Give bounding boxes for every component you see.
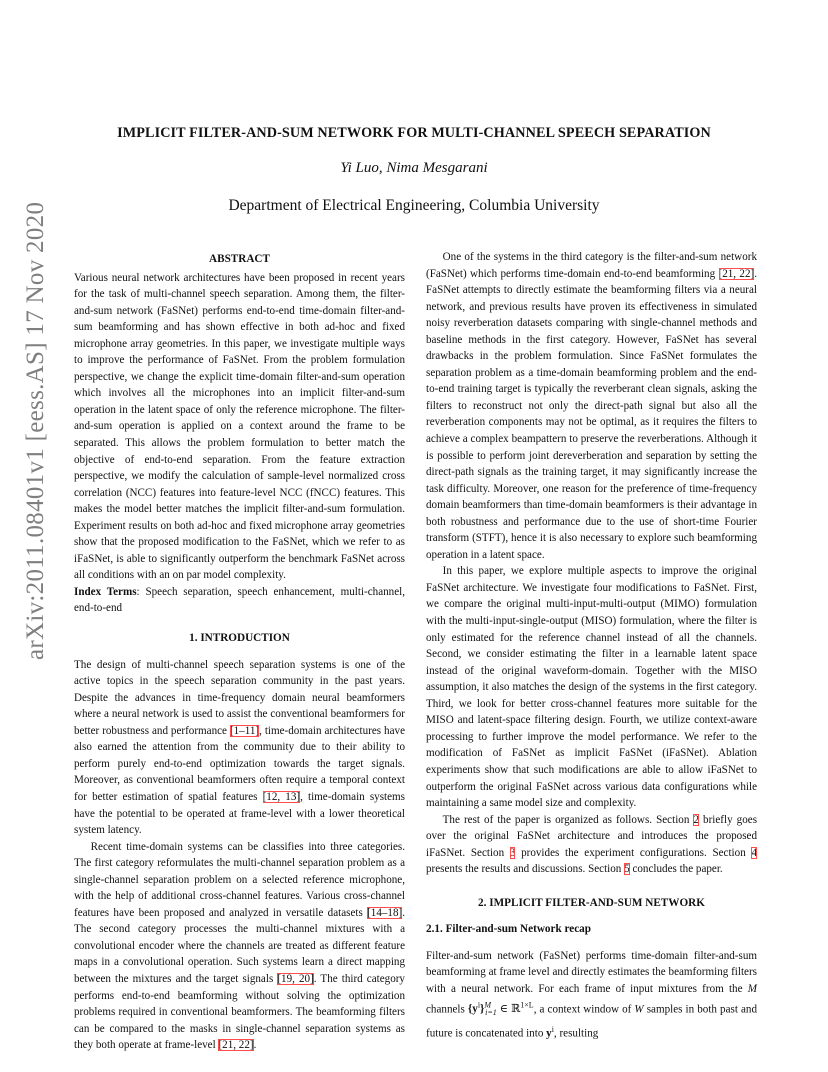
math-y-sup: i xyxy=(551,1024,554,1034)
math-sup-i: i xyxy=(477,1000,481,1010)
math-set-close: } xyxy=(480,1003,485,1016)
math-sup-m: M xyxy=(484,1000,492,1010)
abstract-body: Various neural network architectures have been proposed in recent years for the task of multi-channel speech separation. Among them, the filter-and-sum network (FaSNet) performs end-to-end time-domain filter-and-sum beamforming and has shown effective in both ad-hoc and fixed microphone array geometries. In this paper, we investigate multiple ways to improve the performance of FaSNet. From the problem formulation perspective, we change the explicit time-domain filter-and-sum operation which involves all the microphones into an implicit filter-and-sum operation in the latent space of only the reference microphone. The filter-and-sum operation is applied on a context around the frame to be separated. This allows the problem formulation to better match the objective of end-to-end separation. From the feature extraction perspective, we modify the calculation of sample-level normalized cross correlation (NCC) features into feature-level NCC (fNCC) features. This makes the model better matches the implicit filter-and-sum formulation. Experiment results on both ad-hoc and fixed microphone array geometries show that the proposed modification to the FaSNet, which we refer to as iFaSNet, is able to significantly outperform the benchmark FaSNet across all conditions with an on par model complexity. xyxy=(74,271,405,582)
right-paragraph-4 xyxy=(426,948,757,1042)
index-terms-label: Index Terms xyxy=(74,585,137,598)
math-w: W xyxy=(634,1003,644,1016)
math-sub-i1: i=1 xyxy=(485,1008,497,1018)
right-p4-text-c: , a context window of xyxy=(533,1003,635,1016)
right-column xyxy=(426,249,757,1042)
intro-p2-text-d: . xyxy=(253,1039,257,1052)
citation-link[interactable]: [14–18] xyxy=(367,906,403,919)
right-paragraph-3 xyxy=(426,812,757,878)
subsection-2-1-heading: 2.1. Filter-and-sum Network recap xyxy=(426,923,591,936)
right-p4-text-e: , resulting xyxy=(553,1027,599,1040)
citation-link[interactable]: [21, 22] xyxy=(218,1039,254,1052)
right-p3-text-b: briefly goes over the original FaSNet architecture and introduces the proposed iFaSNet. Section xyxy=(426,813,758,859)
intro-p2-text-c: . The third category performs end-to-end beamforming without solving the optimization problems required in conventional beamformers. The beamforming filters can be compared to the masks in single-channel separation systems as they both operate at frame-level xyxy=(74,972,405,1052)
right-p1-text-a: One of the systems in the third category is the filter-and-sum network (FaSNet) which performs time-domain end-to-end beamforming xyxy=(426,251,757,280)
intro-p2-text-a: Recent time-domain systems can be classifies into three categories. The first category reformulates the multi-channel separation problem as a single-channel separation problem on a selected reference microphone, with the help of additional cross-channel features. Various cross-channel features have been proposed and analyzed in versatile datasets xyxy=(74,840,405,919)
paper-affiliation: Department of Electrical Engineering, Columbia University xyxy=(228,197,600,214)
right-p3-text-e: concludes the paper. xyxy=(629,863,723,876)
intro-p1-text-b: , time-domain architectures have also earned the attention from the community due to their ability to perform purely end-to-end optimization towards the target signals. Moreover, as conventional beamformers often require a temporal context for better estimation of spatial features xyxy=(74,724,406,803)
citation-link[interactable]: [1–11] xyxy=(229,724,260,737)
intro-heading: 1. INTRODUCTION xyxy=(189,632,290,645)
right-p3-text-a: The rest of the paper is organized as follows. Section xyxy=(442,813,694,826)
math-m: M xyxy=(747,982,757,995)
right-p3-text-d: presents the results and discussions. Section xyxy=(426,863,625,876)
abstract-heading: ABSTRACT xyxy=(209,253,270,265)
math-set-open: {y xyxy=(467,1003,478,1016)
index-terms-text: : Speech separation, speech enhancement, multi-channel, end-to-end xyxy=(74,585,405,615)
paper-title: IMPLICIT FILTER-AND-SUM NETWORK FOR MULTI-CHANNEL SPEECH SEPARATION xyxy=(117,125,711,141)
right-p1-text-b: . FaSNet attempts to directly estimate the beamforming filters via a neural network, and previous results have proven its effectiveness in simulated noisy reverberation datasets comparing with single-channel methods and baseline methods in the first category. However, FaSNet has several drawbacks in the problem formulation. Since FaSNet formulates the separation problem as a time-domain beamforming problem and the end-to-end training target is typically the reverberant clean signals, asking the filters to reconstruct not only the direct-path signal but also all the reverberation components may not be optimal, as it requires the filters to achieve a complex beampattern to preserve the reverberations. Although it is possible to perform joint dereverberation and separation by setting the direct-path signals as the training target, it may significantly increase the task difficulty. Moreover, one reason for the preference of time-frequency domain beamformers than time-domain beamformers is their advantage in both robustness and performance due to the use of short-time Fourier transform (STFT), hence it is also necessary to explore such beamforming operation in a latent space. xyxy=(426,267,757,561)
citation-link[interactable]: [19, 20] xyxy=(277,972,314,985)
right-p4-text-b: channels xyxy=(426,1003,468,1016)
intro-p1-text-c: , time-domain systems have the potential to be operated at frame-level with a lower theoretical system latency. xyxy=(74,790,405,837)
right-p3-text-c: provides the experiment configurations. Section xyxy=(515,846,752,859)
section-2-heading: 2. IMPLICIT FILTER-AND-SUM NETWORK xyxy=(478,896,705,909)
arxiv-stamp: arXiv:2011.08401v1 [eess.AS] 17 Nov 2020 xyxy=(22,201,49,660)
intro-paragraph-2 xyxy=(74,839,405,1054)
right-paragraph-1 xyxy=(426,249,757,563)
paper-authors: Yi Luo, Nima Mesgarani xyxy=(340,160,488,176)
intro-paragraph-1 xyxy=(74,657,405,839)
math-in-reals: ∈ ℝ xyxy=(496,1003,521,1016)
index-terms xyxy=(74,584,405,617)
math-channel-set xyxy=(467,1000,534,1018)
section-ref-link[interactable]: 2 xyxy=(693,813,699,826)
section-ref-link[interactable]: 3 xyxy=(509,846,516,859)
math-dim: 1×L xyxy=(520,1000,534,1010)
citation-link[interactable]: [12, 13] xyxy=(262,790,301,803)
intro-p2-text-b: . The second category processes the multi-channel mixtures with a convolutional encoder where the channels are treated as different feature maps in a convolutional operation. Such systems learn a direct mapping between the mixtures and the target signals xyxy=(74,906,405,985)
section-ref-link[interactable]: 4 xyxy=(751,846,757,859)
left-column xyxy=(74,251,405,1054)
right-p4-text-a: Filter-and-sum network (FaSNet) performs time-domain filter-and-sum beamforming at frame level and directly estimates the beamforming filters with a neural network. For each frame of input mixtures from the xyxy=(426,949,757,995)
right-paragraph-2: In this paper, we explore multiple aspects to improve the original FaSNet architecture. We investigate four modifications to FaSNet. First, we compare the original multi-input-multi-output (MIMO) formulation with the multi-input-single-output (MISO) formulation, where the filter is only estimated for the reference channel instead of all the channels. Second, we consider estimating the filter in a learnable latent space instead of the original waveform-domain. Together with the MISO assumption, it also matches the design of the systems in the first category. Third, we look for better cross-channel features more suitable for the MISO and latent-space filtering design. Fourth, we utilize context-aware processing to further improve the model performance. We refer to the modification of FaSNet as implicit FaSNet (iFaSNet). Ablation experiments show that such modifications are able to allow iFaSNet to outperform the original FaSNet across various data configurations while maintaining a same model size and complexity. xyxy=(426,565,757,810)
right-p4-text-d: samples in both past and future is concatenated into xyxy=(426,1003,757,1040)
math-y: y xyxy=(546,1027,552,1040)
citation-link[interactable]: [21, 22] xyxy=(718,267,755,280)
section-ref-link[interactable]: 5 xyxy=(624,863,630,876)
intro-p1-text-a: The design of multi-channel speech separation systems is one of the active topics in the speech separation community in the past years. Despite the advances in time-frequency domain neural beamformers where a neural network is used to assist the conventional beamformers for better robustness and performance xyxy=(74,658,405,737)
